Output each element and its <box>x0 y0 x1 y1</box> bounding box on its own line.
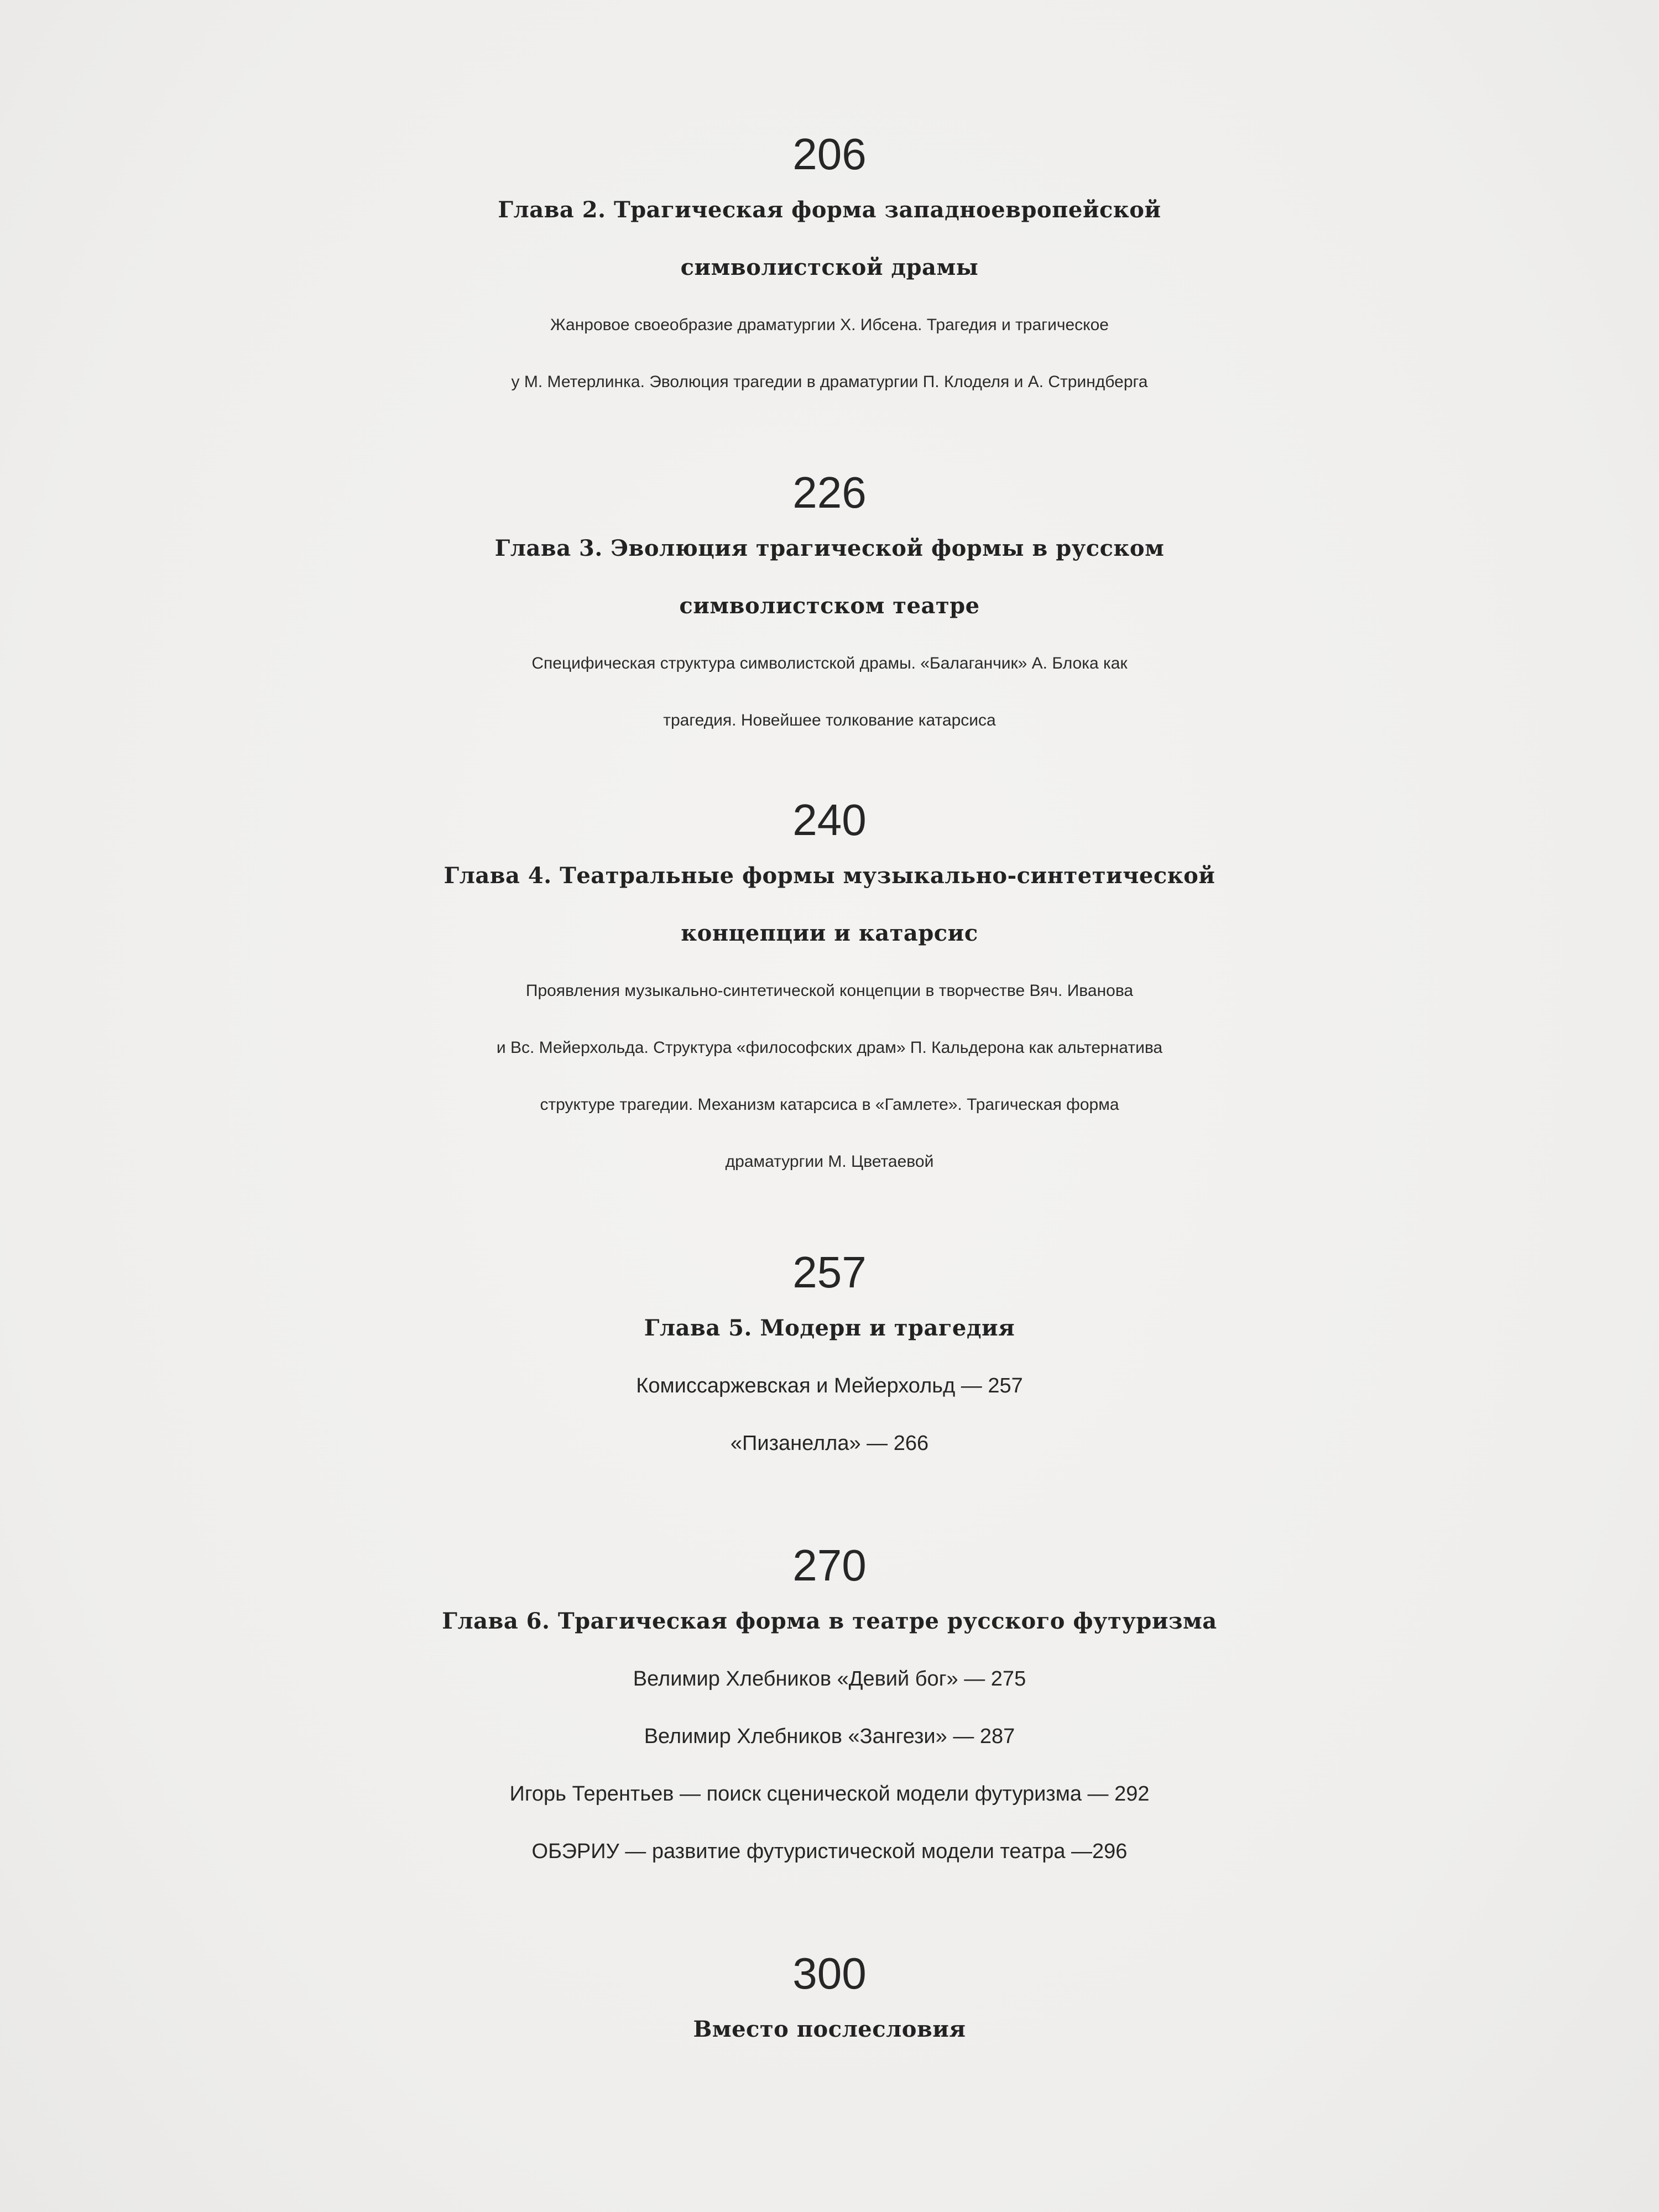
toc-entry-chapter-4 <box>0 793 1659 1190</box>
chapter-title-line: Глава 5. Модерн и трагедия <box>644 1315 1015 1341</box>
description-line: Проявления музыкально-синтетической концепции в творчестве Вяч. Иванова <box>525 982 1134 1000</box>
description-line: у М. Метерлинка. Эволюция трагедии в драматургии П. Клоделя и А. Стриндберга <box>511 373 1148 391</box>
toc-entry-chapter-3 <box>0 466 1659 749</box>
sub-item: Комиссаржевская и Мейерхольд — 257 <box>636 1374 1023 1397</box>
page-number: 206 <box>792 129 867 179</box>
chapter-title-line: Вместо послесловия <box>693 2016 966 2042</box>
chapter-title-line: символистской драмы <box>680 254 979 280</box>
chapter-description <box>0 962 1659 1190</box>
chapter-title-line: Глава 6. Трагическая форма в театре русского футуризма <box>442 1608 1217 1634</box>
description-line: Специфическая структура символистской драмы. «Балаганчик» А. Блока как <box>531 654 1128 672</box>
chapter-title-line: Глава 3. Эволюция трагической формы в русском <box>494 535 1165 561</box>
sub-item: «Пизанелла» — 266 <box>730 1432 929 1455</box>
description-line: драматургии М. Цветаевой <box>725 1152 934 1171</box>
sub-item: Игорь Терентьев — поиск сценической модели футуризма — 292 <box>509 1782 1150 1806</box>
page-number: 300 <box>792 1949 867 1998</box>
chapter-description <box>0 635 1659 749</box>
description-line: трагедия. Новейшее толкование катарсиса <box>663 711 996 729</box>
chapter-description <box>0 296 1659 410</box>
page-number: 240 <box>792 795 867 844</box>
chapter-title-line: Глава 4. Театральные формы музыкально-синтетической <box>444 863 1215 889</box>
chapter-title-line: символистском театре <box>679 593 980 619</box>
page-number: 226 <box>792 468 867 517</box>
page-number: 270 <box>792 1541 867 1590</box>
sub-item: Велимир Хлебников «Зангези» — 287 <box>644 1725 1015 1748</box>
sub-item: ОБЭРИУ — развитие футуристической модели театра —296 <box>531 1840 1128 1863</box>
toc-entry-chapter-2 <box>0 127 1659 410</box>
page-number: 257 <box>792 1248 867 1297</box>
toc-entry-chapter-6 <box>0 1538 1659 1880</box>
toc-entry-chapter-5 <box>0 1245 1659 1472</box>
description-line: и Вс. Мейерхольда. Структура «философских драм» П. Кальдерона как альтернатива <box>496 1039 1163 1057</box>
description-line: структуре трагедии. Механизм катарсиса в «Гамлете». Трагическая форма <box>540 1095 1119 1114</box>
chapter-title-line: концепции и катарсис <box>681 920 978 946</box>
toc-entry-afterword <box>0 1947 1659 2058</box>
chapter-title-line: Глава 2. Трагическая форма западноевропейской <box>498 197 1161 223</box>
sub-item: Велимир Хлебников «Девий бог» — 275 <box>633 1667 1026 1691</box>
table-of-contents <box>0 127 1659 2058</box>
description-line: Жанровое своеобразие драматургии Х. Ибсена. Трагедия и трагическое <box>550 316 1109 334</box>
